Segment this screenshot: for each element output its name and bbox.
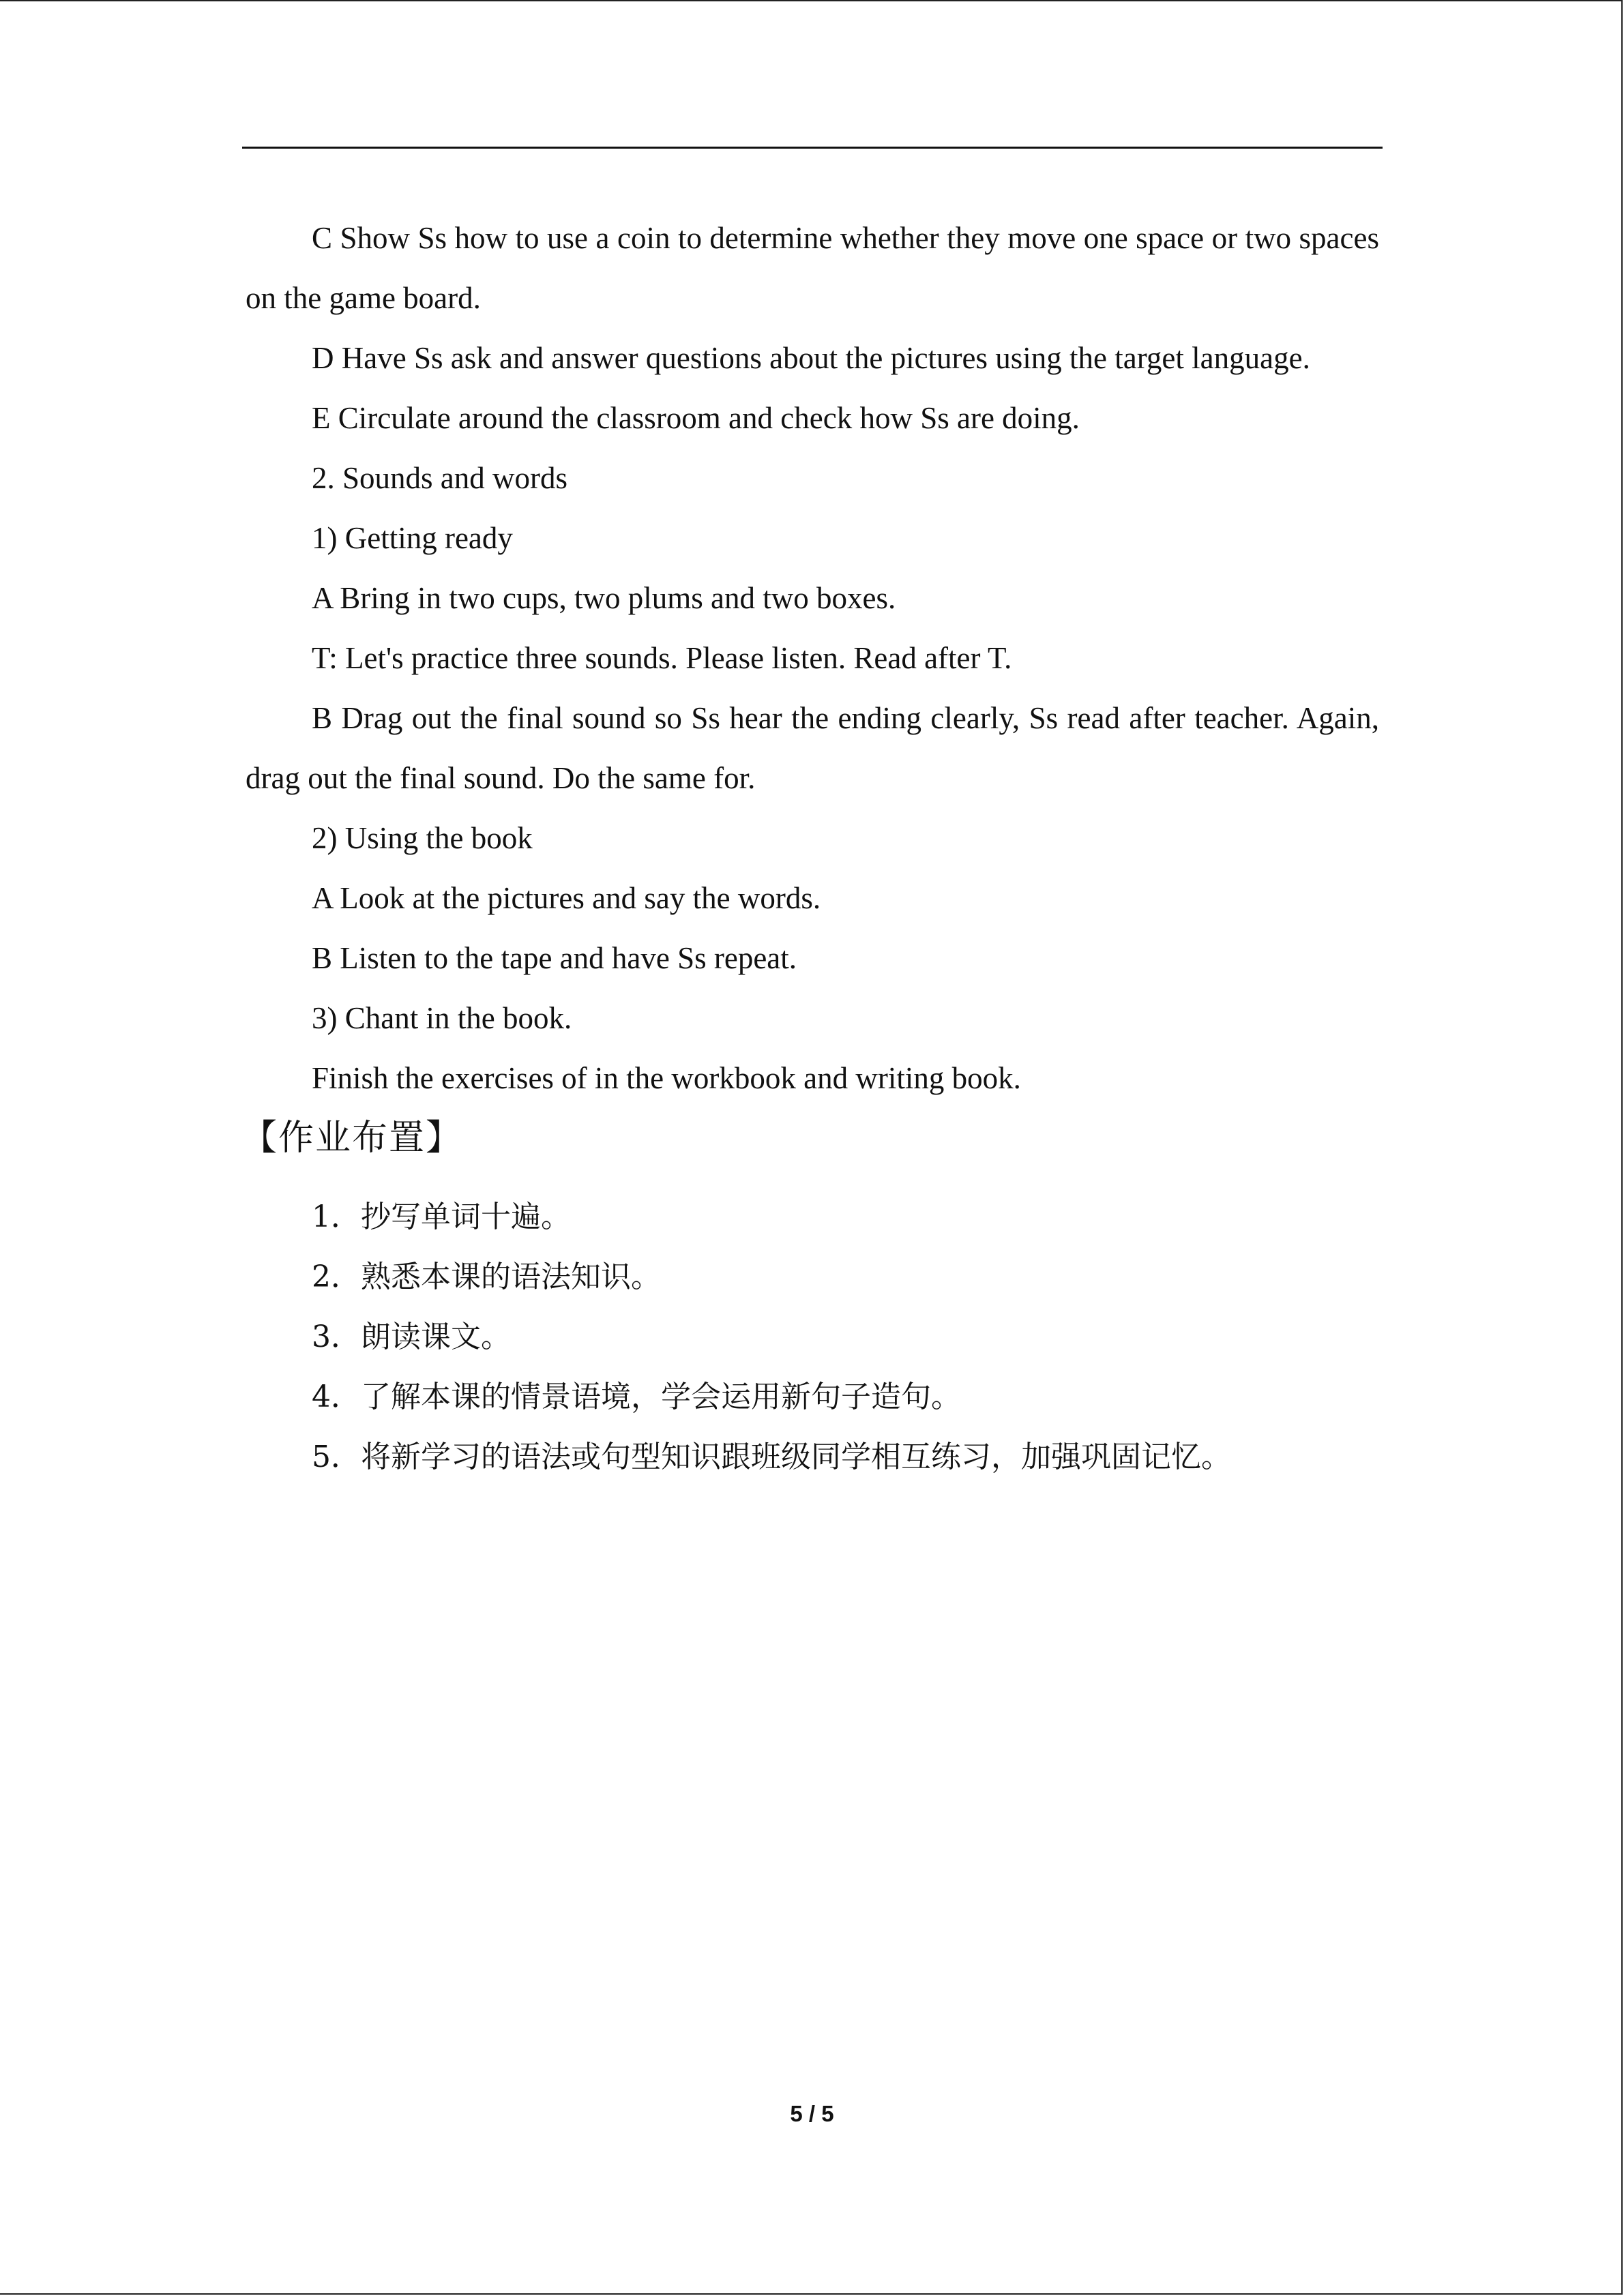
paragraph-listen-tape: B Listen to the tape and have Ss repeat.: [312, 941, 797, 975]
section-sounds-and-words: 2. Sounds and words: [312, 461, 568, 495]
page-number: 5 / 5: [790, 2101, 834, 2126]
homework-list: [246, 1187, 1379, 1487]
header-rule: [242, 147, 1383, 149]
subsection-using-book: 2) Using the book: [312, 821, 533, 855]
paragraph-practice-sounds: T: Let's practice three sounds. Please listen. Read after T.: [312, 641, 1012, 675]
homework-item: 4．了解本课的情景语境，学会运用新句子造句。: [312, 1380, 961, 1414]
subsection-chant: 3) Chant in the book.: [312, 1001, 572, 1035]
paragraph-bring-in: A Bring in two cups, two plums and two boxes.: [312, 581, 896, 615]
paragraph-circulate: E Circulate around the classroom and check how Ss are doing.: [312, 401, 1080, 435]
paragraph-drag-out: B Drag out the final sound so Ss hear the ending clearly, Ss read after teacher. Again, drag out the final sound. Do the same for.: [246, 701, 1379, 795]
homework-item: 1．抄写单词十遍。: [312, 1199, 571, 1234]
subsection-getting-ready: 1) Getting ready: [312, 521, 513, 555]
document-body: [241, 208, 1379, 1487]
homework-item: 5．将新学习的语法或句型知识跟班级同学相互练习，加强巩固记忆。: [312, 1440, 1231, 1474]
homework-heading: 【作业布置】: [241, 1118, 463, 1159]
homework-item: 3．朗读课文。: [312, 1320, 511, 1354]
paragraph-show-coin: C Show Ss how to use a coin to determine whether they move one space or two spaces on the game board.: [246, 221, 1379, 315]
homework-item: 2．熟悉本课的语法知识。: [312, 1259, 661, 1294]
paragraph-finish-exercises: Finish the exercises of in the workbook and writing book.: [312, 1061, 1021, 1095]
paragraph-look-pictures: A Look at the pictures and say the words.: [312, 881, 821, 915]
paragraph-ask-answer: D Have Ss ask and answer questions about the pictures using the target language.: [312, 341, 1310, 375]
